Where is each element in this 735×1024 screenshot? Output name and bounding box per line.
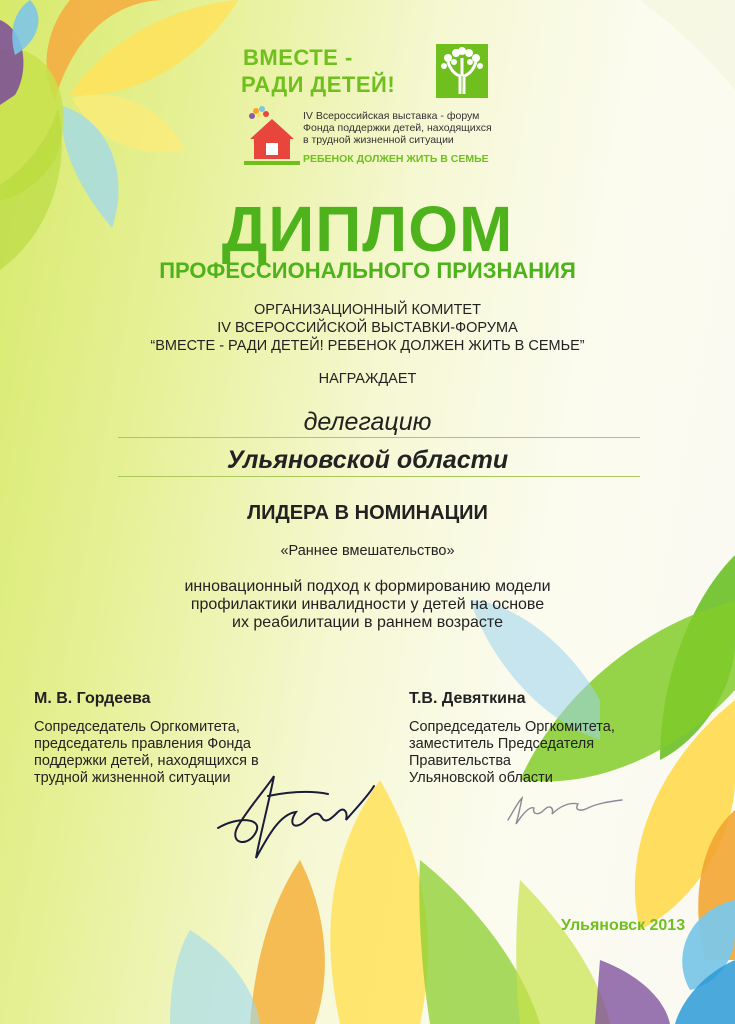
signatory-right-name: Т.В. Девяткина (409, 690, 526, 707)
recipient-underline-2 (118, 476, 640, 477)
recipient-line2: Ульяновской области (226, 446, 509, 474)
flower-icon (249, 106, 269, 119)
place-and-year: Ульяновск 2013 (561, 917, 686, 934)
organizer-line2: IV ВСЕРОССИЙСКОЙ ВЫСТАВКИ-ФОРУМА (217, 320, 518, 336)
logo-slogan: РЕБЕНОК ДОЛЖЕН ЖИТЬ В СЕМЬЕ (303, 153, 489, 165)
logo-event-line3: в трудной жизненной ситуации (303, 134, 454, 146)
logo-title-line1: ВМЕСТЕ - (243, 45, 353, 70)
signatory-right-role-line1: Сопредседатель Оргкомитета, (409, 719, 615, 735)
description-line2: профилактики инвалидности у детей на основе (190, 596, 545, 613)
signatory-right-role-line2: заместитель Председателя (409, 736, 595, 752)
organizer-line3: “ВМЕСТЕ - РАДИ ДЕТЕЙ! РЕБЕНОК ДОЛЖЕН ЖИТЬ В СЕМЬЕ” (150, 338, 585, 354)
logo-title-line2: РАДИ ДЕТЕЙ! (241, 72, 396, 97)
signatory-left-role-line3: поддержки детей, находящихся в (34, 753, 259, 769)
awards-verb: НАГРАЖДАЕТ (318, 371, 417, 387)
handwritten-signature-left (208, 766, 378, 866)
logo-event-line2: Фонда поддержки детей, находящихся (303, 122, 492, 134)
nomination-heading: ЛИДЕРА В НОМИНАЦИИ (247, 502, 488, 524)
description-line3: их реабилитации в раннем возрасте (232, 614, 503, 631)
diploma-subtitle: ПРОФЕССИОНАЛЬНОГО ПРИЗНАНИЯ (159, 258, 576, 283)
description-line1: инновационный подход к формированию модели (184, 578, 551, 595)
signatory-left-role-line1: Сопредседатель Оргкомитета, (34, 719, 240, 735)
nomination-name: «Раннее вмешательство» (280, 543, 455, 559)
signatory-left-name: М. В. Гордеева (34, 690, 151, 707)
tree-icon (436, 44, 488, 98)
signatory-right-role-line3: Правительства (409, 753, 511, 769)
house-icon (244, 103, 300, 165)
signatory-left-role-line2: председатель правления Фонда (34, 736, 251, 752)
signatory-right-role-line4: Ульяновской области (409, 770, 553, 786)
handwritten-signature-right (500, 790, 630, 830)
signatory-left-role-line4: трудной жизненной ситуации (34, 770, 231, 786)
logo-event-line1: IV Всероссийская выставка - форум (303, 110, 480, 122)
diploma-title: ДИПЛОМ (221, 193, 514, 265)
organizer-line1: ОРГАНИЗАЦИОННЫЙ КОМИТЕТ (254, 302, 481, 318)
recipient-underline-1 (118, 437, 640, 438)
recipient-line1: делегацию (303, 408, 432, 436)
